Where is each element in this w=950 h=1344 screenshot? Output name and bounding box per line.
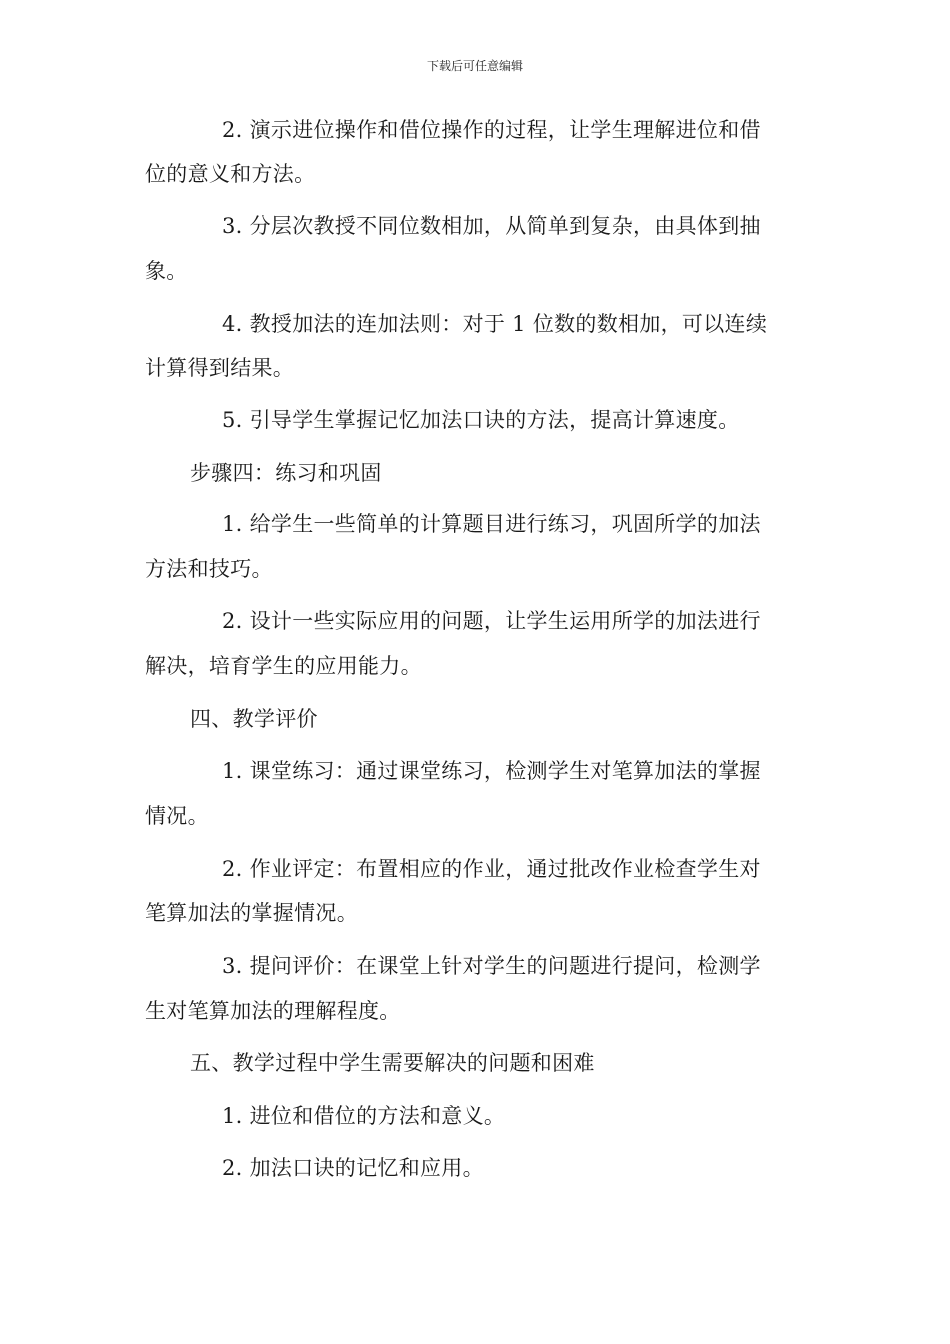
item-consecutive-addition-line1: 4. 教授加法的连加法则：对于 1 位数的数相加，可以连续 [222, 312, 768, 336]
page-header-note: 下载后可任意编辑 [426, 59, 523, 73]
item-demo-carry-line2: 位的意义和方法。 [145, 162, 316, 186]
item-demo-carry-line1: 2. 演示进位操作和借位操作的过程，让学生理解进位和借 [222, 118, 761, 142]
item-applied-problems-line1: 2. 设计一些实际应用的问题，让学生运用所学的加法进行 [222, 609, 761, 633]
item-layered-teaching-line1: 3. 分层次教授不同位数相加，从简单到复杂，由具体到抽 [222, 214, 761, 238]
section-four-heading: 四、教学评价 [190, 707, 318, 731]
item-layered-teaching-line2: 象。 [145, 259, 188, 283]
item-applied-problems-line2: 解决，培育学生的应用能力。 [145, 654, 422, 678]
item-class-practice-line1: 1. 课堂练习：通过课堂练习，检测学生对笔算加法的掌握 [222, 759, 761, 783]
item-question-evaluation-line2: 生对笔算加法的理解程度。 [145, 999, 401, 1023]
item-class-practice-line2: 情况。 [145, 804, 209, 828]
section-five-heading: 五、教学过程中学生需要解决的问题和困难 [190, 1051, 595, 1075]
item-practice-problems-line2: 方法和技巧。 [145, 557, 273, 581]
step-four-heading: 步骤四：练习和巩固 [190, 461, 382, 485]
item-consecutive-addition-line2: 计算得到结果。 [145, 356, 295, 380]
item-homework-evaluation-line2: 笔算加法的掌握情况。 [145, 901, 358, 925]
item-practice-problems-line1: 1. 给学生一些简单的计算题目进行练习，巩固所学的加法 [222, 512, 761, 536]
item-addition-rhyme: 5. 引导学生掌握记忆加法口诀的方法，提高计算速度。 [222, 408, 740, 432]
item-question-evaluation-line1: 3. 提问评价：在课堂上针对学生的问题进行提问，检测学 [222, 954, 761, 978]
item-carry-borrow-difficulty: 1. 进位和借位的方法和意义。 [222, 1104, 506, 1128]
item-rhyme-difficulty: 2. 加法口诀的记忆和应用。 [222, 1156, 484, 1180]
item-homework-evaluation-line1: 2. 作业评定：布置相应的作业，通过批改作业检查学生对 [222, 857, 761, 881]
